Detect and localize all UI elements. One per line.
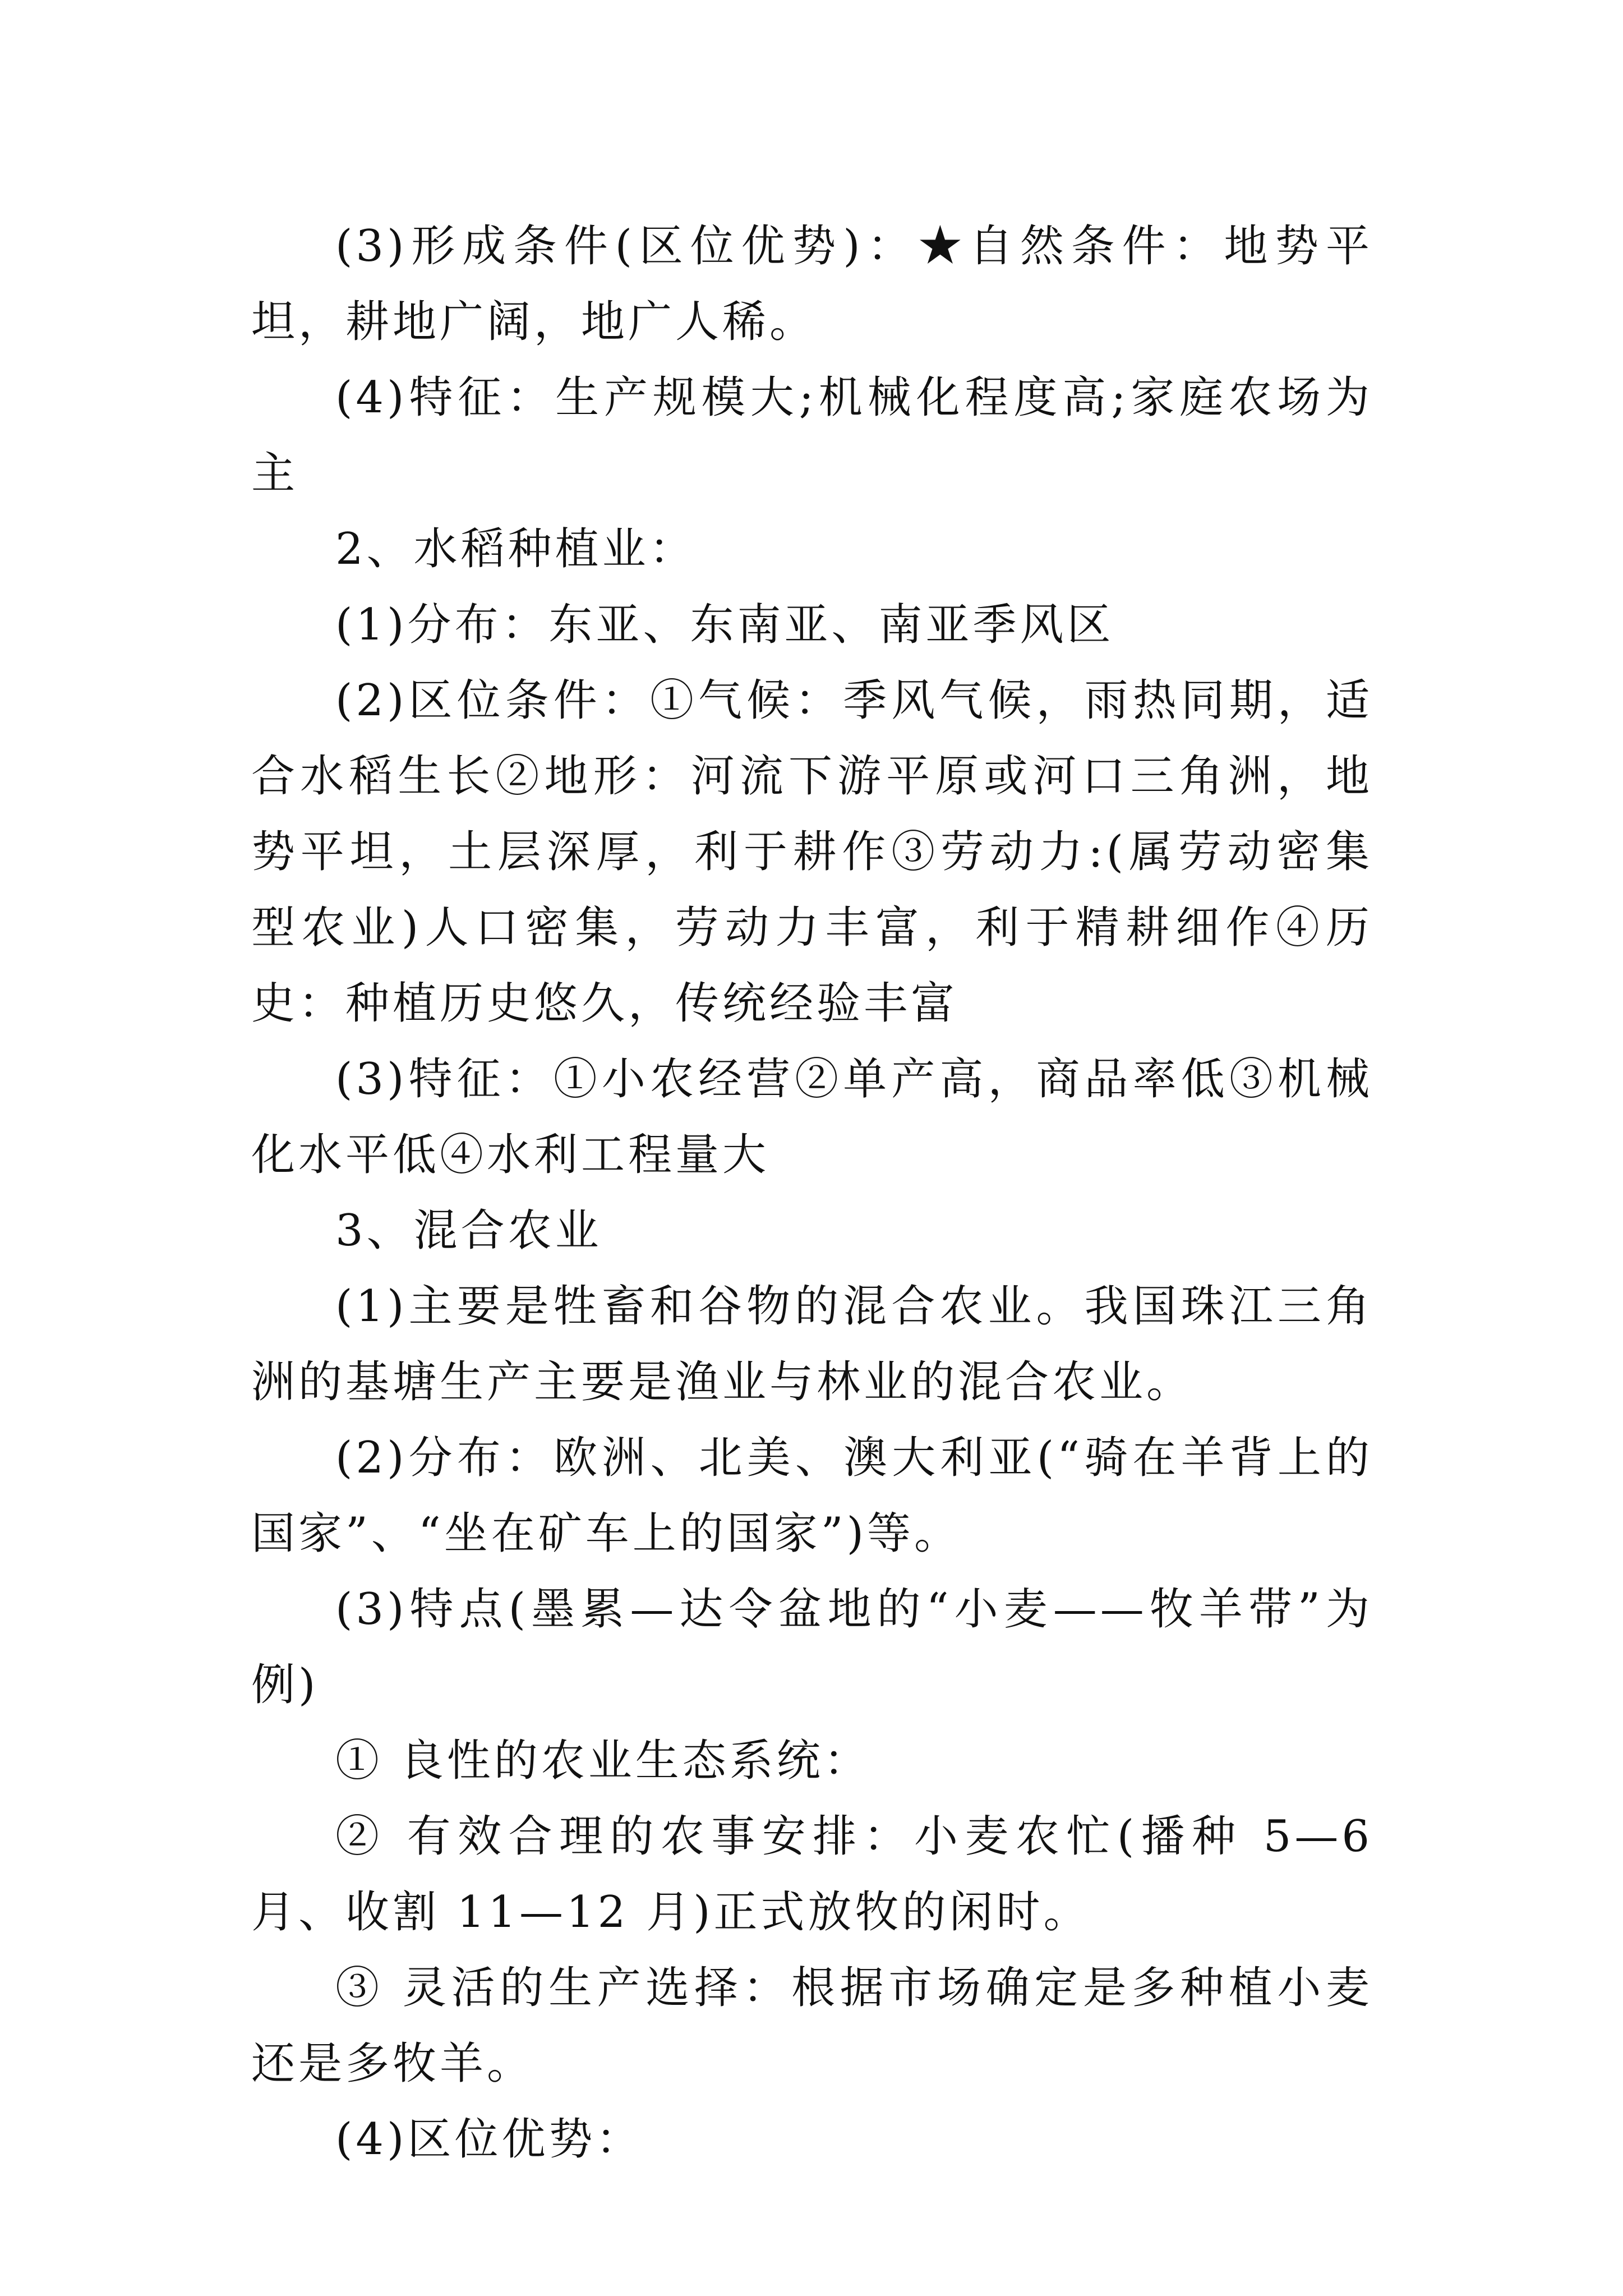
list-item-farming-schedule: ② 有效合理的农事安排：小麦农忙(播种 5—6 月、收割 11—12 月)正式放牧的闲时。 xyxy=(251,1811,1373,1938)
paragraph-formation-conditions: (3)形成条件(区位优势)：★自然条件：地势平坦，耕地广阔，地广人稀。 xyxy=(251,221,1373,347)
list-item-ecosystem: ① 良性的农业生态系统： xyxy=(335,1736,871,1786)
paragraph-rice-location-conditions: (2)区位条件：①气候：季风气候，雨热同期，适合水稻生长②地形：河流下游平原或河口三角洲，地势平坦，土层深厚，利于耕作③劳动力:(属劳动密集型农业)人口密集，劳动力丰富，利于精耕细作④历史：种植历史悠久，传统经验丰富 xyxy=(251,675,1373,1029)
paragraph-rice-distribution: (1)分布：东亚、东南亚、南亚季风区 xyxy=(335,600,1114,650)
paragraph-mixed-definition: (1)主要是牲畜和谷物的混合农业。我国珠江三角洲的基塘生产主要是渔业与林业的混合农业。 xyxy=(251,1281,1373,1407)
heading-rice-farming: 2、水稻种植业： xyxy=(335,524,697,574)
paragraph-mixed-characteristics: (3)特点(墨累—达令盆地的“小麦——牧羊带”为例) xyxy=(251,1584,1373,1710)
list-item-production-choice: ③ 灵活的生产选择：根据市场确定是多种植小麦还是多牧羊。 xyxy=(251,1963,1373,2089)
paragraph-features: (4)特征：生产规模大;机械化程度高;家庭农场为主 xyxy=(251,372,1373,499)
paragraph-mixed-distribution: (2)分布：欧洲、北美、澳大利亚(“骑在羊背上的国家”、“坐在矿车上的国家”)等。 xyxy=(251,1433,1373,1559)
paragraph-rice-features: (3)特征：①小农经营②单产高，商品率低③机械化水平低④水利工程量大 xyxy=(251,1054,1373,1180)
document-body xyxy=(251,209,1373,2178)
paragraph-location-advantages: (4)区位优势： xyxy=(335,2114,643,2165)
heading-mixed-farming: 3、混合农业 xyxy=(335,1205,602,1256)
